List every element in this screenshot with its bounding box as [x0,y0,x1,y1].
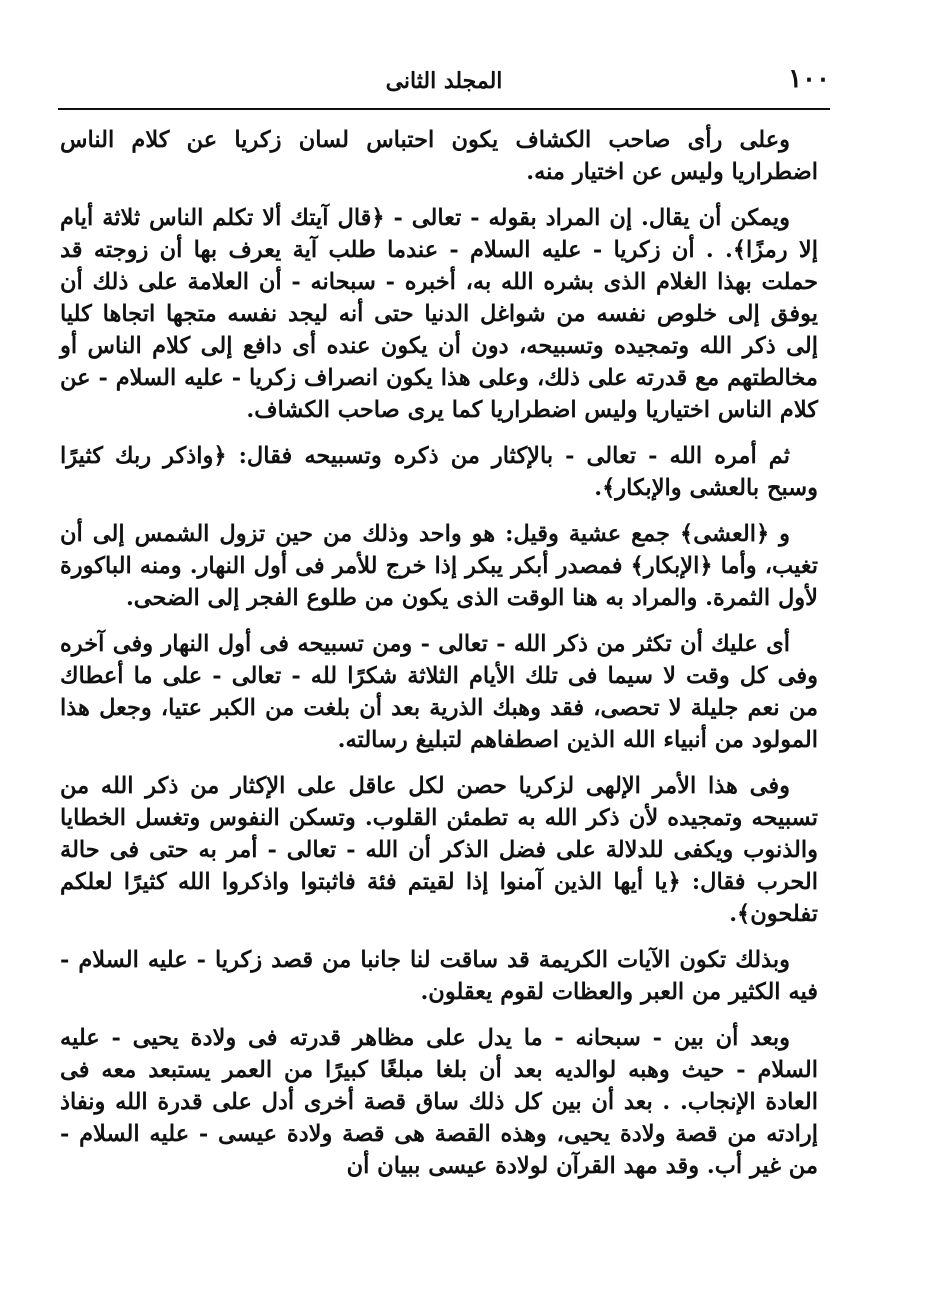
paragraph-3: ثم أمره الله - تعالى - بالإكثار من ذكره وتسبيحه فقال: ﴿واذكر ربك كثيرًا وسبح بالعشى والإبكار﴾. [60,443,818,501]
paragraph-7: وبذلك تكون الآيات الكريمة قد ساقت لنا جانبا من قصد زكريا - عليه السلام - فيه الكثير من العبر والعظات لقوم يعقلون. [60,947,818,1005]
paragraph-5: أى عليك أن تكثر من ذكر الله - تعالى - ومن تسبيحه فى أول النهار وفى آخره وفى كل وقت لا سيما فى تلك الأيام الثلاثة شكرًا لله - تعالى - على ما أعطاك من نعم جليلة لا تحصى، فقد وهبك الذرية بعد أن بلغت من الكبر عتيا، وجعل هذا المولود من أنبياء الله الذين اصطفاهم لتبليغ رسالته. [60,631,818,753]
page-number: ١٠٠ [788,64,830,94]
paragraph-2: ويمكن أن يقال. إن المراد بقوله - تعالى - ﴿قال آيتك ألا تكلم الناس ثلاثة أيام إلا رمزًا﴾. . أن زكريا - عليه السلام - عندما طلب آية يعرف بها أن زوجته قد حملت بهذا الغلام الذى بشره الله به، أخبره - سبحانه - أن العلامة على ذلك أن يوفق إلى خلوص نفسه من شواغل الدنيا حتى أنه ليجد نفسه متجها اتجاها كليا إلى ذكر الله وتمجيده وتسبيحه، دون أن يكون عنده أى دافع إلى كلام الناس أو مخالطتهم مع قدرته على ذلك، وعلى هذا يكون انصراف زكريا - عليه السلام - عن كلام الناس اختياريا وليس اضطراريا كما يرى صاحب الكشاف. [60,205,818,423]
volume-title: المجلد الثانى [385,68,503,94]
header-rule [58,108,830,110]
paragraph-4: و ﴿العشى﴾ جمع عشية وقيل: هو واحد وذلك من حين تزول الشمس إلى أن تغيب، وأما ﴿الإبكار﴾ فمصدر أبكر يبكر إذا خرج للأمر فى أول النهار. ومنه الباكورة لأول الثمرة. والمراد به هنا الوقت الذى يكون من طلوع الفجر إلى الضحى. [60,521,818,611]
body-text [60,124,818,1196]
paragraph-6: وفى هذا الأمر الإلهى لزكريا حصن لكل عاقل على الإكثار من ذكر الله من تسبيحه وتمجيده لأن ذكر الله به تطمئن القلوب. وتسكن النفوس وتغسل الخطايا والذنوب ويكفى للدلالة على فضل الذكر أن الله - تعالى - أمر به حتى فى حالة الحرب فقال: ﴿يا أيها الذين آمنوا إذا لقيتم فئة فاثبتوا واذكروا الله كثيرًا لعلكم تفلحون﴾. [60,773,818,927]
page-header [58,62,830,110]
paragraph-1: وعلى رأى صاحب الكشاف يكون احتباس لسان زكريا عن كلام الناس اضطراريا وليس عن اختيار منه. [60,127,818,185]
paragraph-8: وبعد أن بين - سبحانه - ما يدل على مظاهر قدرته فى ولادة يحيى - عليه السلام - حيث وهبه لوالديه بعد أن بلغا مبلغًا كبيرًا من العمر يستبعد معه فى العادة الإنجاب. . بعد أن بين كل ذلك ساق قصة أخرى أدل على قدرة الله ونفاذ إرادته من قصة ولادة يحيى، وهذه القصة هى قصة ولادة عيسى - عليه السلام - من غير أب. وقد مهد القرآن لولادة عيسى ببيان أن [60,1025,818,1179]
